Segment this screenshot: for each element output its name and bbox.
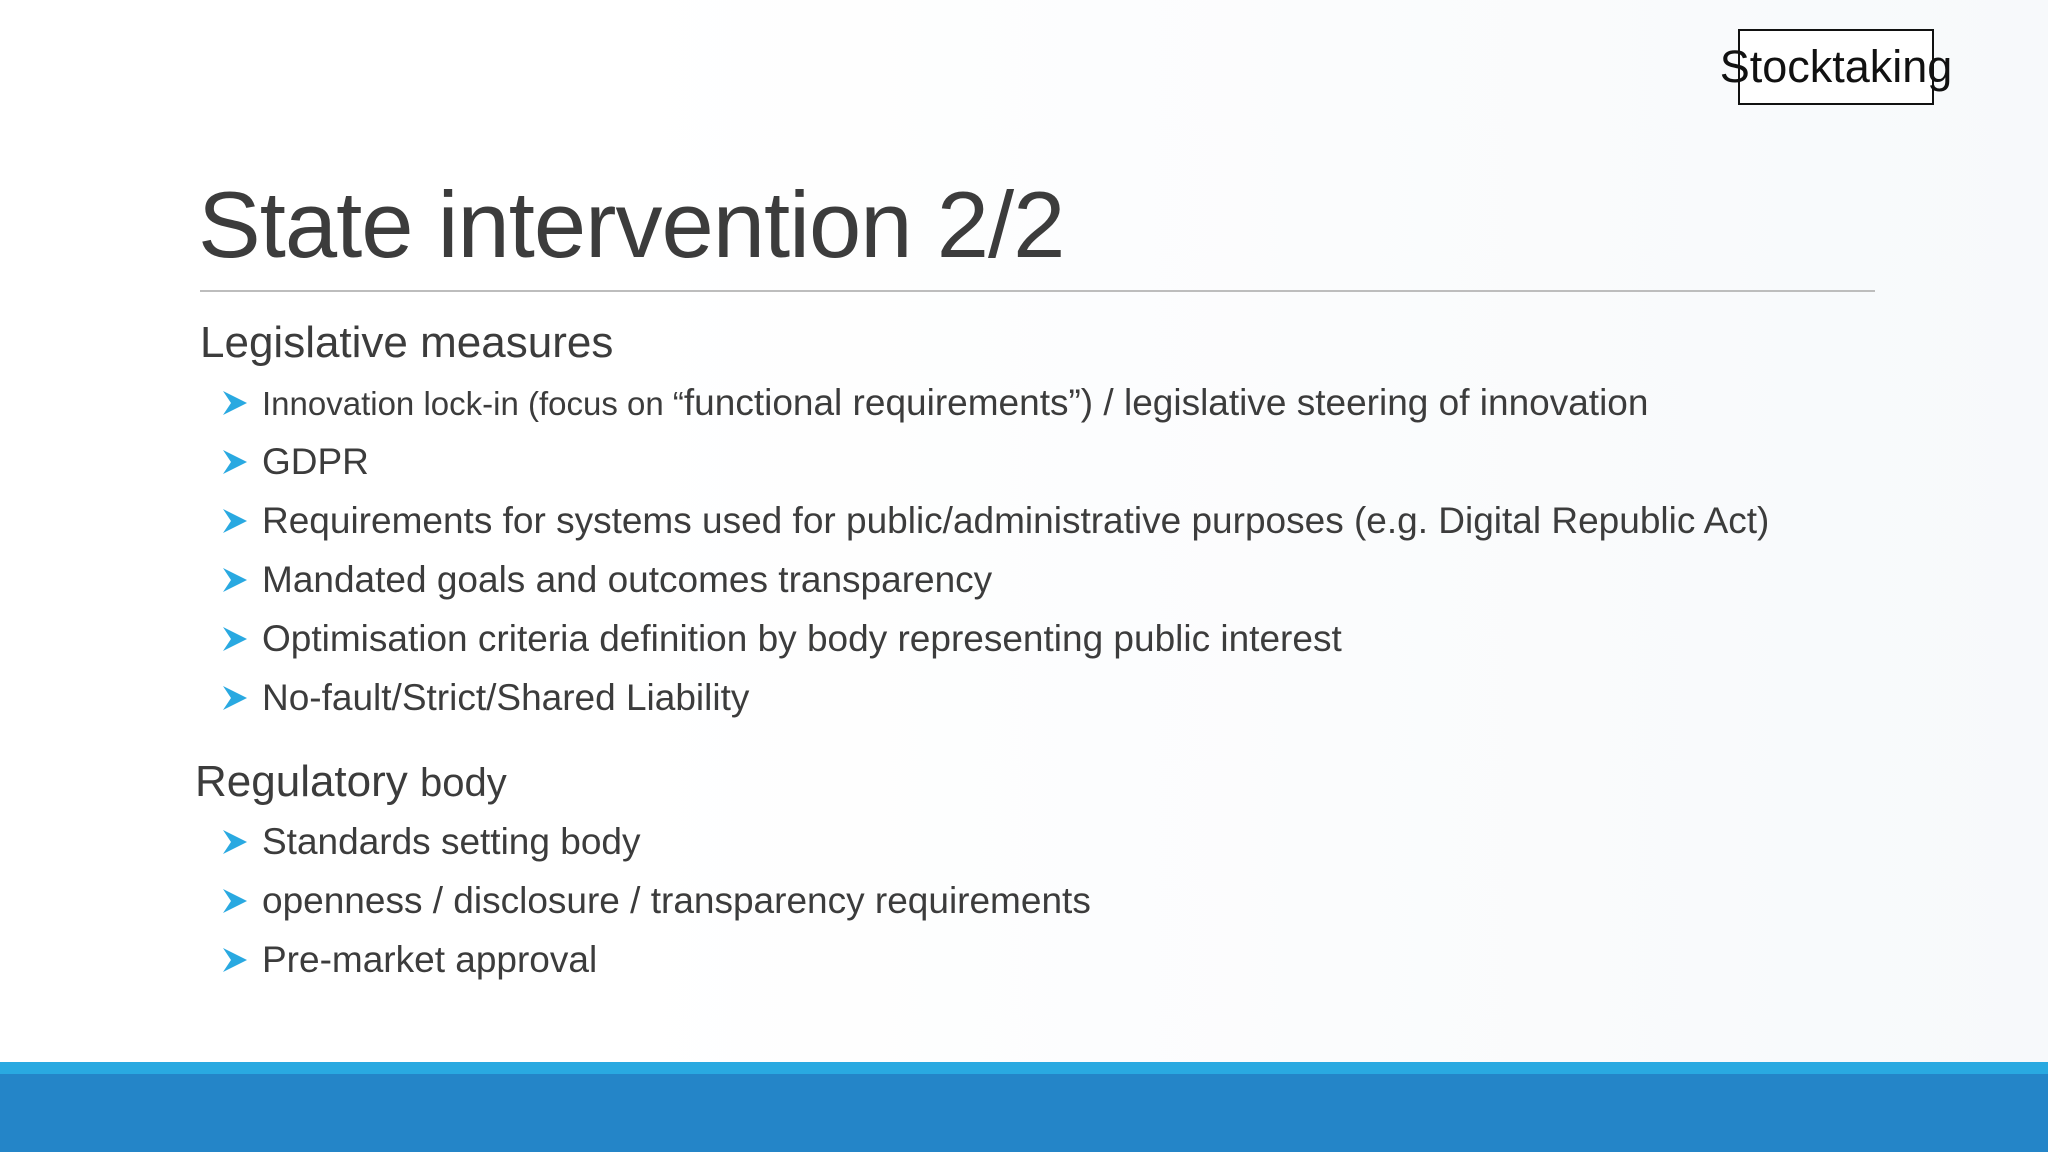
list-item-text: GDPR — [262, 440, 369, 482]
legislative-measures-list — [220, 373, 1769, 727]
list-item — [220, 373, 1769, 432]
list-item-text: No-fault/Strict/Shared Liability — [262, 676, 750, 718]
footer-band-dark — [0, 1074, 2048, 1152]
section-heading-legislative-measures: Legislative measures — [200, 318, 614, 367]
footer-band-light — [0, 1062, 2048, 1074]
list-item — [220, 432, 1769, 491]
arrow-bullet-icon — [220, 506, 250, 536]
arrow-bullet-icon — [220, 886, 250, 916]
list-item — [220, 871, 1091, 930]
list-item-text: Optimisation criteria definition by body representing public interest — [262, 617, 1342, 659]
section-heading-suffix: body — [420, 761, 507, 805]
list-item-text: Mandated goals and outcomes transparency — [262, 558, 993, 600]
list-item — [220, 609, 1769, 668]
arrow-bullet-icon — [220, 565, 250, 595]
stocktaking-tag — [1719, 29, 1953, 105]
arrow-bullet-icon — [220, 945, 250, 975]
regulatory-body-list — [220, 812, 1091, 989]
section-heading-main: Regulatory — [195, 757, 408, 806]
list-item-text: Standards setting body — [262, 820, 641, 862]
arrow-bullet-icon — [220, 683, 250, 713]
list-item-text: openness / disclosure / transparency requirements — [262, 879, 1091, 921]
slide-title: State intervention 2/2 — [198, 172, 1065, 277]
arrow-bullet-icon — [220, 447, 250, 477]
arrow-bullet-icon — [220, 388, 250, 418]
list-item — [220, 550, 1769, 609]
list-item — [220, 930, 1091, 989]
section-heading-regulatory-body — [195, 756, 507, 809]
title-divider — [200, 290, 1875, 292]
list-item-text — [262, 382, 1648, 424]
list-item — [220, 812, 1091, 871]
list-item-text-small: Innovation lock-in (focus on “ — [262, 384, 684, 422]
list-item — [220, 491, 1769, 550]
list-item-text: Pre-market approval — [262, 938, 598, 980]
list-item-text: Requirements for systems used for public/administrative purposes (e.g. Digital Republic Act) — [262, 499, 1770, 541]
list-item-text-main: functional requirements”) / legislative steering of innovation — [683, 381, 1649, 423]
arrow-bullet-icon — [220, 624, 250, 654]
stocktaking-tag-label: Stocktaking — [1719, 41, 1953, 92]
list-item — [220, 668, 1769, 727]
arrow-bullet-icon — [220, 827, 250, 857]
